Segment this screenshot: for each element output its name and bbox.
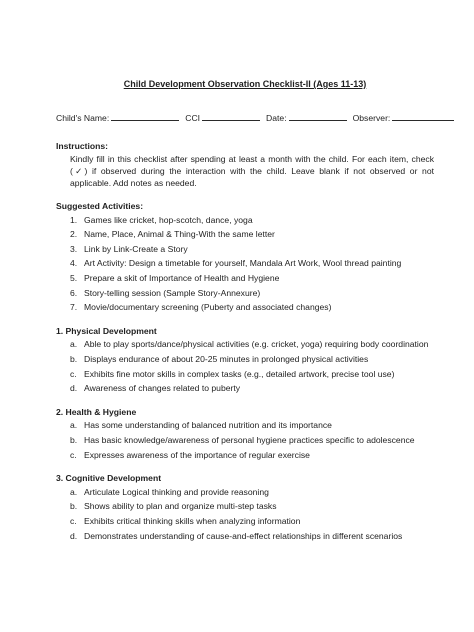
date-blank[interactable] [289, 112, 347, 121]
health-hygiene-heading: 2. Health & Hygiene [56, 406, 137, 417]
health-hygiene-section [56, 407, 434, 461]
list-item [70, 215, 434, 227]
list-item [70, 383, 434, 395]
list-item [70, 435, 434, 447]
list-marker: c. [70, 449, 77, 460]
list-item [70, 354, 434, 366]
list-marker: a. [70, 486, 78, 497]
list-item [70, 450, 434, 462]
list-item-text: Story-telling session (Sample Story-Annexure) [84, 287, 261, 298]
list-item-text: Games like cricket, hop-scotch, dance, yoga [84, 214, 253, 225]
list-marker: d. [70, 383, 78, 394]
cci-blank[interactable] [202, 112, 260, 121]
list-marker: 1. [70, 214, 78, 225]
list-marker: b. [70, 501, 78, 512]
list-marker: b. [70, 354, 78, 365]
list-marker: a. [70, 420, 78, 431]
list-item [70, 339, 434, 351]
cci-field[interactable] [185, 112, 260, 125]
activities-heading: Suggested Activities: [56, 201, 144, 212]
physical-development-list [70, 339, 434, 394]
cognitive-development-section [56, 473, 434, 542]
observer-blank[interactable] [392, 112, 454, 121]
list-marker: b. [70, 435, 78, 446]
activities-list [70, 215, 434, 314]
list-item-text: Able to play sports/dance/physical activities (e.g. cricket, yoga) requiring body coordination [84, 339, 429, 350]
list-marker: 2. [70, 229, 78, 240]
list-item [70, 369, 434, 381]
list-item [70, 273, 434, 285]
list-item-text: Link by Link-Create a Story [84, 243, 188, 254]
list-item-text: Articulate Logical thinking and provide reasoning [84, 486, 269, 497]
cci-label: CCI [185, 113, 201, 124]
list-item-text: Name, Place, Animal & Thing-With the same letter [84, 229, 275, 240]
list-marker: 4. [70, 258, 78, 269]
observer-label: Observer: [352, 113, 391, 124]
list-item-text: Demonstrates understanding of cause-and-effect relationships in different scenarios [84, 530, 403, 541]
list-marker: d. [70, 530, 78, 541]
list-item [70, 258, 434, 270]
list-item [70, 487, 434, 499]
list-item [70, 420, 434, 432]
activities-section [56, 201, 434, 314]
list-marker: c. [70, 368, 77, 379]
list-item-text: Prepare a skit of Importance of Health and Hygiene [84, 273, 280, 284]
health-hygiene-list [70, 420, 434, 461]
physical-development-section [56, 326, 434, 395]
date-label: Date: [266, 113, 287, 124]
list-item [70, 244, 434, 256]
cognitive-development-list [70, 487, 434, 542]
list-item-text: Exhibits fine motor skills in complex tasks (e.g., detailed artwork, precise tool use) [84, 368, 395, 379]
list-item-text: Has some understanding of balanced nutrition and its importance [84, 420, 332, 431]
list-item-text: Displays endurance of about 20-25 minutes in prolonged physical activities [84, 354, 369, 365]
header-fields [56, 112, 434, 125]
list-item [70, 501, 434, 513]
list-marker: 6. [70, 287, 78, 298]
list-item-text: Movie/documentary screening (Puberty and associated changes) [84, 302, 332, 313]
date-field[interactable] [266, 112, 347, 125]
list-marker: 3. [70, 243, 78, 254]
child-name-label: Child's Name: [56, 113, 110, 124]
instructions-heading: Instructions: [56, 140, 109, 151]
instructions-section [56, 141, 434, 189]
child-name-field[interactable] [56, 112, 179, 125]
list-item-text: Has basic knowledge/awareness of personal hygiene practices specific to adolescence [84, 435, 415, 446]
list-item [70, 288, 434, 300]
list-marker: 7. [70, 302, 78, 313]
list-item [70, 516, 434, 528]
physical-development-heading: 1. Physical Development [56, 325, 157, 336]
list-item-text: Awareness of changes related to puberty [84, 383, 241, 394]
document-title: Child Development Observation Checklist-II (Ages 11-13) [123, 79, 367, 89]
child-name-blank[interactable] [111, 112, 179, 121]
observer-field[interactable] [353, 112, 455, 125]
list-item-text: Art Activity: Design a timetable for yourself, Mandala Art Work, Wool thread painting [84, 258, 402, 269]
cognitive-development-heading: 3. Cognitive Development [56, 473, 162, 484]
list-item-text: Expresses awareness of the importance of regular exercise [84, 449, 310, 460]
list-item [70, 229, 434, 241]
list-item [70, 531, 434, 543]
list-item-text: Exhibits critical thinking skills when analyzing information [84, 515, 301, 526]
list-marker: 5. [70, 273, 78, 284]
list-marker: c. [70, 515, 77, 526]
list-item-text: Shows ability to plan and organize multi-step tasks [84, 501, 277, 512]
list-item [70, 302, 434, 314]
instructions-text: Kindly fill in this checklist after spending at least a month with the child. For each item, check (✓) if observed during the interaction with the child. Leave blank if not observed or not applicable. Add notes as needed. [70, 154, 434, 188]
list-marker: a. [70, 339, 78, 350]
